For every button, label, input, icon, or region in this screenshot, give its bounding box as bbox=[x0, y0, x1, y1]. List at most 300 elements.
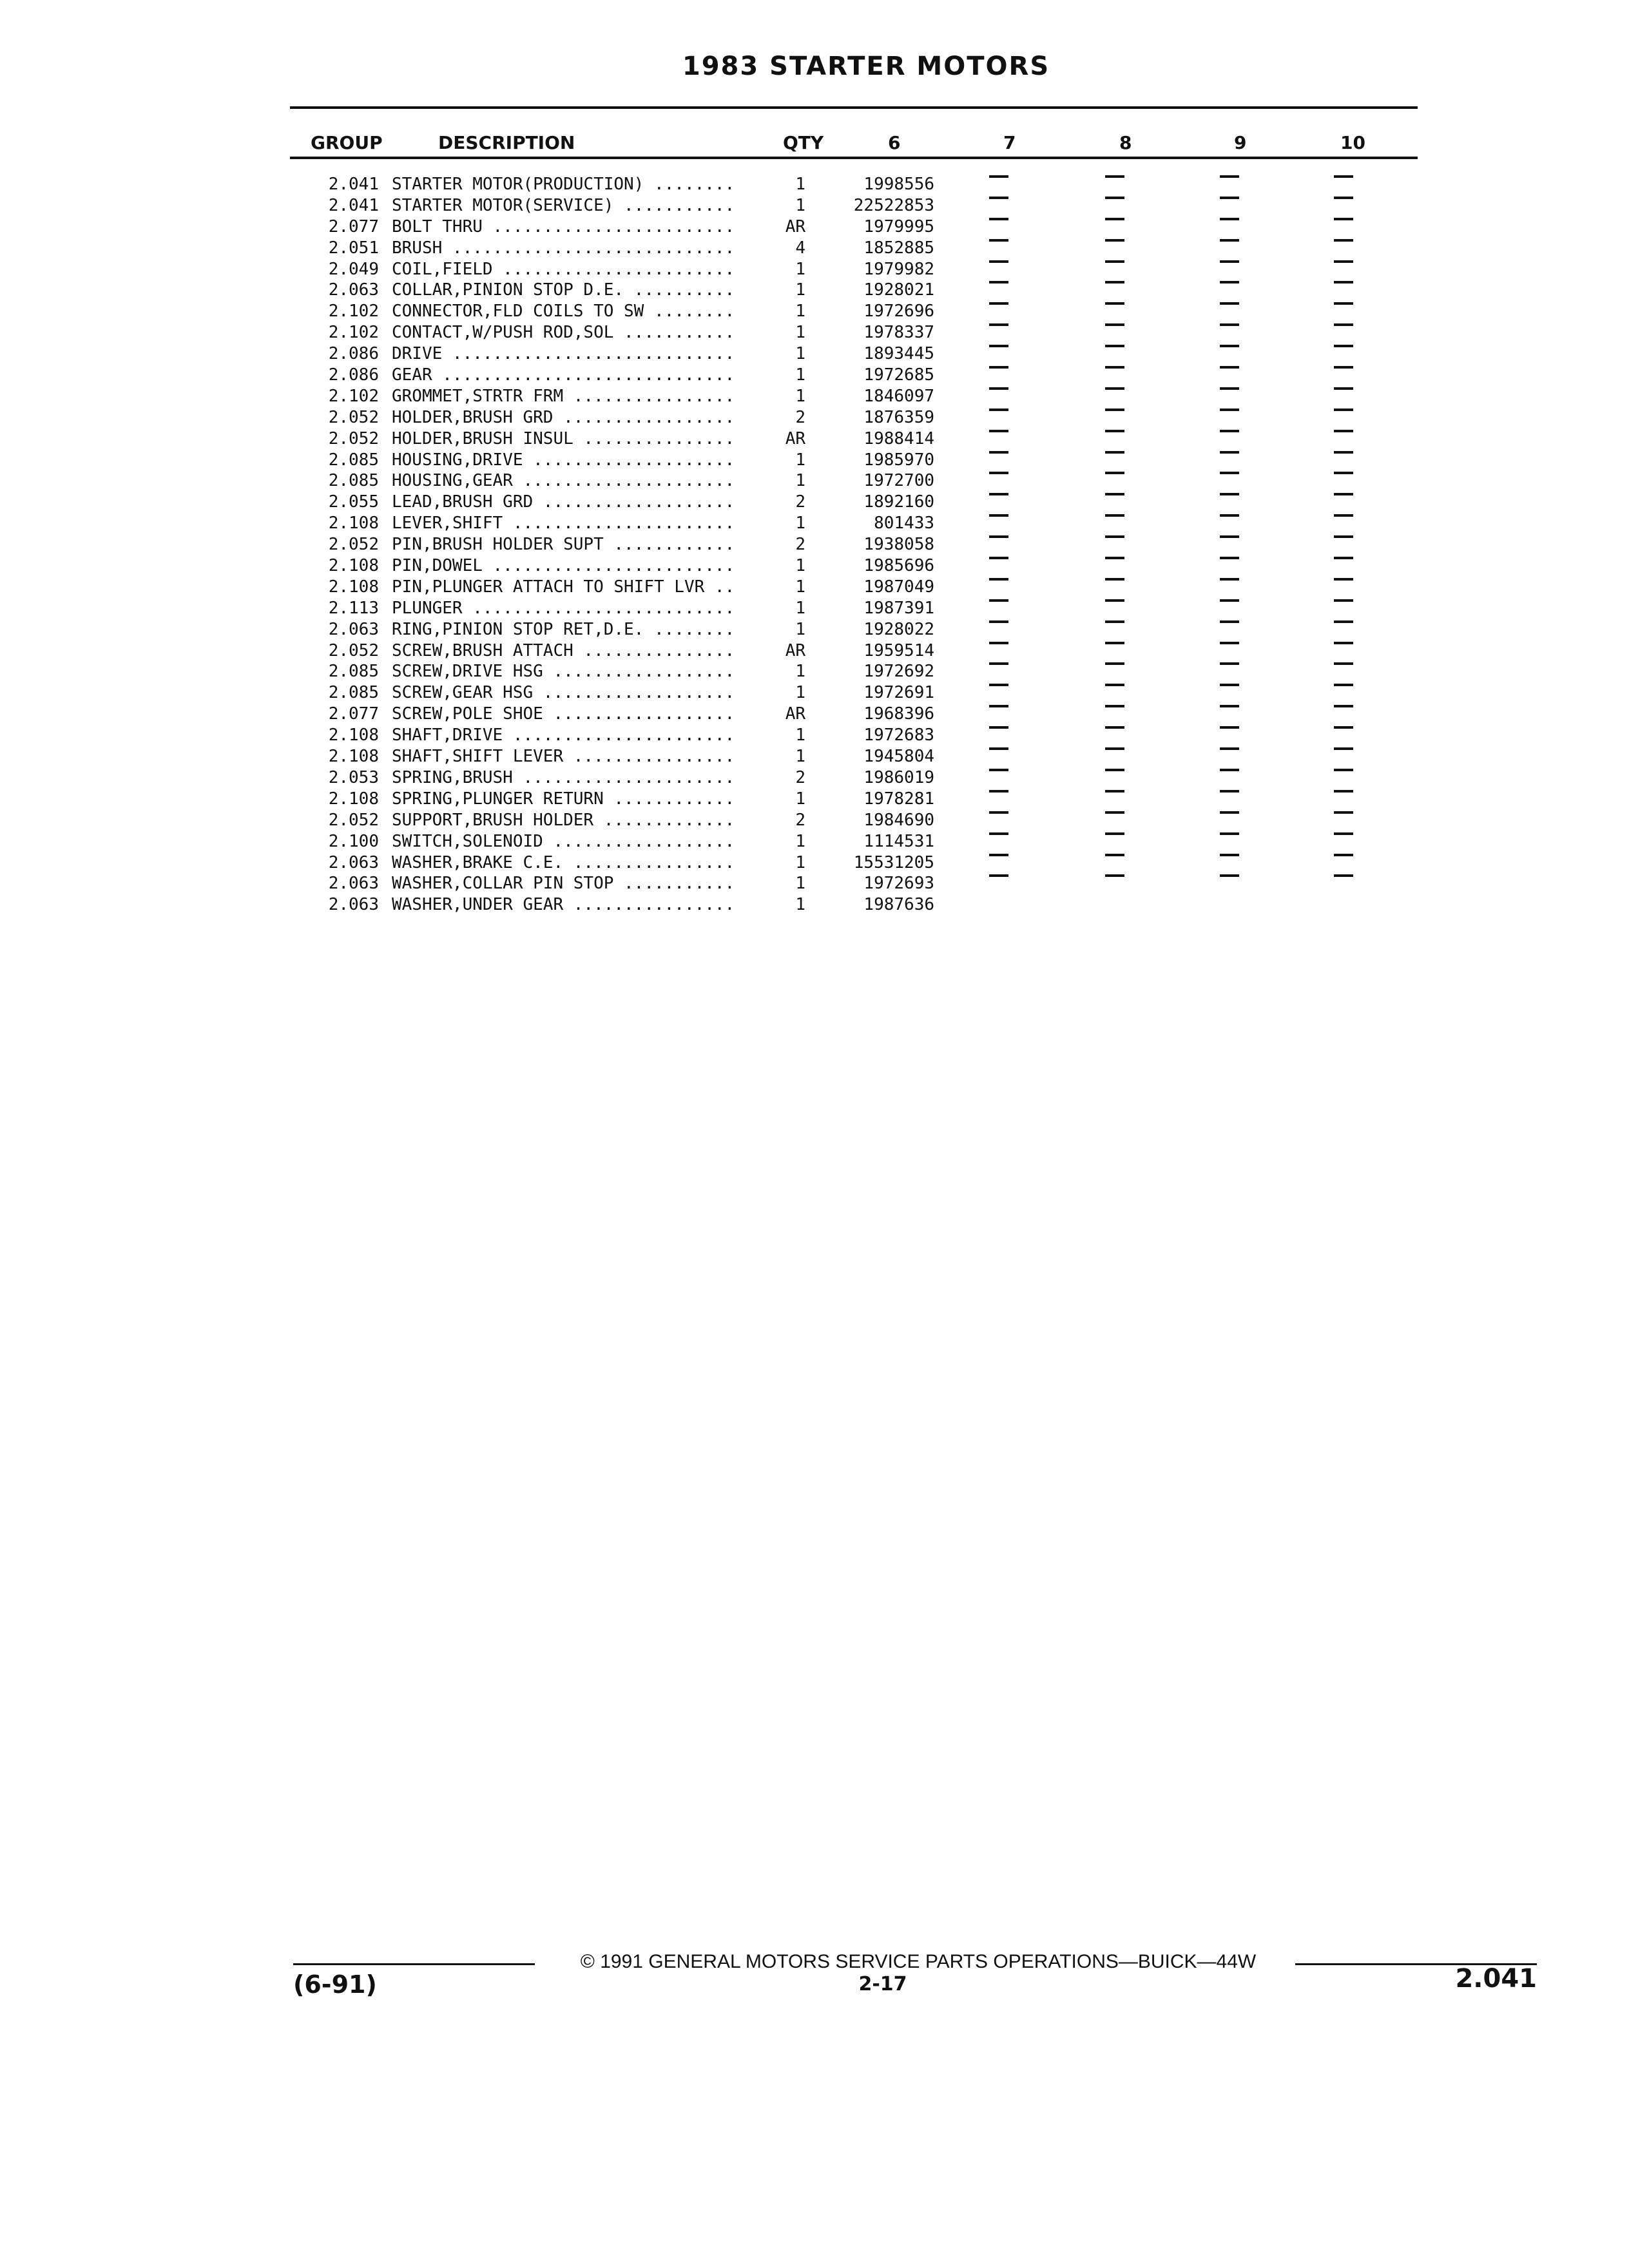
dash-col-7 bbox=[989, 854, 1008, 856]
group-cell: 2.077 bbox=[328, 704, 379, 724]
part-number-cell: 1988414 bbox=[863, 428, 934, 448]
dash-col-8 bbox=[1105, 747, 1124, 750]
description-cell: PIN,BRUSH HOLDER SUPT ............ bbox=[392, 535, 735, 555]
dash-col-8 bbox=[1105, 197, 1124, 199]
part-number-cell: 801433 bbox=[874, 514, 934, 533]
table-row bbox=[0, 704, 1629, 725]
dash-col-7 bbox=[989, 811, 1008, 814]
qty-cell: 1 bbox=[795, 852, 805, 872]
dash-col-7 bbox=[989, 493, 1008, 495]
description-cell: PIN,DOWEL ........................ bbox=[392, 556, 735, 576]
dash-col-10 bbox=[1334, 408, 1353, 411]
dash-col-8 bbox=[1105, 854, 1124, 856]
dash-col-8 bbox=[1105, 218, 1124, 220]
table-row bbox=[0, 386, 1629, 407]
part-number-cell: 15531205 bbox=[853, 852, 934, 872]
group-cell: 2.063 bbox=[328, 852, 379, 872]
dash-col-7 bbox=[989, 218, 1008, 220]
description-cell: PLUNGER .......................... bbox=[392, 598, 735, 618]
dash-col-7 bbox=[989, 366, 1008, 369]
header-col-6: 6 bbox=[888, 132, 901, 153]
table-row bbox=[0, 682, 1629, 704]
part-number-cell: 1979982 bbox=[863, 259, 934, 279]
group-cell: 2.077 bbox=[328, 216, 379, 236]
dash-col-10 bbox=[1334, 620, 1353, 623]
dash-col-10 bbox=[1334, 578, 1353, 581]
description-cell: LEVER,SHIFT ...................... bbox=[392, 514, 735, 533]
qty-cell: 1 bbox=[795, 577, 805, 597]
dash-col-8 bbox=[1105, 642, 1124, 644]
footer-date: (6-91) bbox=[293, 1970, 377, 1999]
qty-cell: AR bbox=[785, 216, 805, 236]
dash-col-8 bbox=[1105, 175, 1124, 178]
header-group: GROUP bbox=[311, 132, 383, 153]
dash-col-10 bbox=[1334, 260, 1353, 263]
description-cell: SCREW,BRUSH ATTACH ............... bbox=[392, 640, 735, 660]
dash-col-9 bbox=[1220, 493, 1239, 495]
dash-col-9 bbox=[1220, 620, 1239, 623]
description-cell: BRUSH ............................ bbox=[392, 238, 735, 258]
footer-page-number: 2-17 bbox=[858, 1973, 907, 1995]
dash-col-9 bbox=[1220, 642, 1239, 644]
dash-col-9 bbox=[1220, 557, 1239, 559]
dash-col-7 bbox=[989, 281, 1008, 284]
dash-col-8 bbox=[1105, 790, 1124, 793]
dash-col-8 bbox=[1105, 430, 1124, 432]
qty-cell: 1 bbox=[795, 280, 805, 300]
qty-cell: 1 bbox=[795, 556, 805, 576]
table-row bbox=[0, 746, 1629, 767]
dash-col-7 bbox=[989, 790, 1008, 793]
part-number-cell: 1968396 bbox=[863, 704, 934, 724]
dash-col-9 bbox=[1220, 408, 1239, 411]
part-number-cell: 1985970 bbox=[863, 450, 934, 470]
page-title: 1983 STARTER MOTORS bbox=[682, 52, 1050, 81]
dash-col-7 bbox=[989, 175, 1008, 178]
dash-col-9 bbox=[1220, 662, 1239, 665]
description-cell: GEAR ............................. bbox=[392, 365, 735, 385]
dash-col-9 bbox=[1220, 430, 1239, 432]
dash-col-9 bbox=[1220, 472, 1239, 474]
table-row bbox=[0, 619, 1629, 640]
header-col-7: 7 bbox=[1003, 132, 1016, 153]
dash-col-9 bbox=[1220, 451, 1239, 454]
qty-cell: 1 bbox=[795, 598, 805, 618]
part-number-cell: 1945804 bbox=[863, 747, 934, 767]
dash-col-10 bbox=[1334, 239, 1353, 242]
table-row bbox=[0, 789, 1629, 810]
dash-col-10 bbox=[1334, 281, 1353, 284]
description-cell: HOLDER,BRUSH INSUL ............... bbox=[392, 428, 735, 448]
dash-col-9 bbox=[1220, 599, 1239, 602]
description-cell: SWITCH,SOLENOID .................. bbox=[392, 831, 735, 851]
group-cell: 2.108 bbox=[328, 577, 379, 597]
dash-col-8 bbox=[1105, 345, 1124, 347]
qty-cell: 1 bbox=[795, 789, 805, 809]
dash-col-8 bbox=[1105, 366, 1124, 369]
table-row bbox=[0, 873, 1629, 894]
description-cell: PIN,PLUNGER ATTACH TO SHIFT LVR .. bbox=[392, 577, 735, 597]
dash-col-8 bbox=[1105, 451, 1124, 454]
dash-col-8 bbox=[1105, 684, 1124, 686]
part-number-cell: 1959514 bbox=[863, 640, 934, 660]
dash-col-9 bbox=[1220, 197, 1239, 199]
dash-col-10 bbox=[1334, 874, 1353, 877]
table-row bbox=[0, 322, 1629, 343]
qty-cell: 2 bbox=[795, 767, 805, 787]
description-cell: SUPPORT,BRUSH HOLDER ............. bbox=[392, 810, 735, 830]
dash-col-8 bbox=[1105, 832, 1124, 835]
dash-col-7 bbox=[989, 197, 1008, 199]
part-number-cell: 1978281 bbox=[863, 789, 934, 809]
dash-col-8 bbox=[1105, 726, 1124, 729]
group-cell: 2.063 bbox=[328, 619, 379, 639]
group-cell: 2.052 bbox=[328, 810, 379, 830]
group-cell: 2.102 bbox=[328, 386, 379, 406]
part-number-cell: 1978337 bbox=[863, 323, 934, 343]
dash-col-10 bbox=[1334, 323, 1353, 326]
dash-col-7 bbox=[989, 557, 1008, 559]
dash-col-9 bbox=[1220, 323, 1239, 326]
part-number-cell: 1987049 bbox=[863, 577, 934, 597]
dash-col-9 bbox=[1220, 705, 1239, 707]
description-cell: CONTACT,W/PUSH ROD,SOL ........... bbox=[392, 323, 735, 343]
footer-section-code: 2.041 bbox=[1455, 1964, 1537, 1994]
group-cell: 2.049 bbox=[328, 259, 379, 279]
group-cell: 2.086 bbox=[328, 365, 379, 385]
dash-col-7 bbox=[989, 387, 1008, 390]
dash-col-8 bbox=[1105, 535, 1124, 538]
qty-cell: 1 bbox=[795, 344, 805, 364]
description-cell: CONNECTOR,FLD COILS TO SW ........ bbox=[392, 302, 735, 322]
qty-cell: AR bbox=[785, 640, 805, 660]
group-cell: 2.108 bbox=[328, 789, 379, 809]
group-cell: 2.052 bbox=[328, 428, 379, 448]
qty-cell: 1 bbox=[795, 302, 805, 322]
header-col-8: 8 bbox=[1119, 132, 1132, 153]
dash-col-7 bbox=[989, 726, 1008, 729]
dash-col-10 bbox=[1334, 854, 1353, 856]
header-col-9: 9 bbox=[1234, 132, 1247, 153]
description-cell: STARTER MOTOR(SERVICE) ........... bbox=[392, 195, 735, 215]
dash-col-7 bbox=[989, 599, 1008, 602]
description-cell: COIL,FIELD ....................... bbox=[392, 259, 735, 279]
qty-cell: 2 bbox=[795, 535, 805, 555]
qty-cell: 2 bbox=[795, 407, 805, 427]
table-row bbox=[0, 407, 1629, 428]
dash-col-10 bbox=[1334, 790, 1353, 793]
group-cell: 2.085 bbox=[328, 662, 379, 682]
part-number-cell: 1928022 bbox=[863, 619, 934, 639]
dash-col-9 bbox=[1220, 302, 1239, 305]
dash-col-9 bbox=[1220, 387, 1239, 390]
dash-col-9 bbox=[1220, 747, 1239, 750]
header-col-10: 10 bbox=[1340, 132, 1365, 153]
dash-col-7 bbox=[989, 684, 1008, 686]
dash-col-7 bbox=[989, 302, 1008, 305]
dash-col-7 bbox=[989, 472, 1008, 474]
dash-col-7 bbox=[989, 430, 1008, 432]
table-row bbox=[0, 174, 1629, 195]
part-number-cell: 1928021 bbox=[863, 280, 934, 300]
description-cell: SHAFT,DRIVE ...................... bbox=[392, 726, 735, 745]
qty-cell: AR bbox=[785, 704, 805, 724]
dash-col-9 bbox=[1220, 514, 1239, 517]
part-number-cell: 1972700 bbox=[863, 471, 934, 491]
dash-col-9 bbox=[1220, 366, 1239, 369]
dash-col-10 bbox=[1334, 747, 1353, 750]
part-number-cell: 1846097 bbox=[863, 386, 934, 406]
dash-col-7 bbox=[989, 705, 1008, 707]
dash-col-9 bbox=[1220, 578, 1239, 581]
description-cell: SCREW,GEAR HSG ................... bbox=[392, 683, 735, 703]
group-cell: 2.063 bbox=[328, 280, 379, 300]
group-cell: 2.102 bbox=[328, 323, 379, 343]
dash-col-8 bbox=[1105, 493, 1124, 495]
dash-col-8 bbox=[1105, 811, 1124, 814]
part-number-cell: 22522853 bbox=[853, 195, 934, 215]
dash-col-8 bbox=[1105, 387, 1124, 390]
dash-col-7 bbox=[989, 642, 1008, 644]
description-cell: SCREW,POLE SHOE .................. bbox=[392, 704, 735, 724]
dash-col-9 bbox=[1220, 854, 1239, 856]
group-cell: 2.053 bbox=[328, 767, 379, 787]
part-number-cell: 1972691 bbox=[863, 683, 934, 703]
dash-col-9 bbox=[1220, 832, 1239, 835]
qty-cell: 1 bbox=[795, 259, 805, 279]
table-row bbox=[0, 450, 1629, 471]
parts-table bbox=[0, 174, 1629, 916]
qty-cell: 1 bbox=[795, 471, 805, 491]
dash-col-8 bbox=[1105, 281, 1124, 284]
dash-col-8 bbox=[1105, 260, 1124, 263]
table-row bbox=[0, 301, 1629, 322]
dash-col-8 bbox=[1105, 769, 1124, 771]
dash-col-9 bbox=[1220, 175, 1239, 178]
dash-col-9 bbox=[1220, 239, 1239, 242]
dash-col-9 bbox=[1220, 684, 1239, 686]
group-cell: 2.086 bbox=[328, 344, 379, 364]
group-cell: 2.051 bbox=[328, 238, 379, 258]
table-row bbox=[0, 725, 1629, 746]
group-cell: 2.052 bbox=[328, 407, 379, 427]
group-cell: 2.052 bbox=[328, 535, 379, 555]
qty-cell: 1 bbox=[795, 450, 805, 470]
description-cell: WASHER,COLLAR PIN STOP ........... bbox=[392, 874, 735, 894]
dash-col-7 bbox=[989, 620, 1008, 623]
dash-col-10 bbox=[1334, 451, 1353, 454]
qty-cell: 1 bbox=[795, 726, 805, 745]
group-cell: 2.113 bbox=[328, 598, 379, 618]
qty-cell: 1 bbox=[795, 874, 805, 894]
dash-col-10 bbox=[1334, 387, 1353, 390]
dash-col-10 bbox=[1334, 811, 1353, 814]
part-number-cell: 1986019 bbox=[863, 767, 934, 787]
table-row bbox=[0, 216, 1629, 238]
table-row bbox=[0, 238, 1629, 259]
part-number-cell: 1972683 bbox=[863, 726, 934, 745]
table-row bbox=[0, 492, 1629, 513]
dash-col-8 bbox=[1105, 578, 1124, 581]
dash-col-7 bbox=[989, 323, 1008, 326]
dash-col-10 bbox=[1334, 684, 1353, 686]
dash-col-8 bbox=[1105, 599, 1124, 602]
dash-col-10 bbox=[1334, 642, 1353, 644]
table-row bbox=[0, 831, 1629, 852]
group-cell: 2.041 bbox=[328, 195, 379, 215]
qty-cell: 1 bbox=[795, 747, 805, 767]
dash-col-10 bbox=[1334, 430, 1353, 432]
footer-copyright: © 1991 GENERAL MOTORS SERVICE PARTS OPERATIONS—BUICK—44W bbox=[580, 1951, 1257, 1972]
table-row bbox=[0, 640, 1629, 662]
dash-col-10 bbox=[1334, 535, 1353, 538]
dash-col-7 bbox=[989, 662, 1008, 665]
part-number-cell: 1972693 bbox=[863, 874, 934, 894]
dash-col-8 bbox=[1105, 472, 1124, 474]
dash-col-7 bbox=[989, 578, 1008, 581]
part-number-cell: 1987636 bbox=[863, 895, 934, 915]
dash-col-10 bbox=[1334, 345, 1353, 347]
dash-col-7 bbox=[989, 874, 1008, 877]
description-cell: WASHER,UNDER GEAR ................ bbox=[392, 895, 735, 915]
dash-col-10 bbox=[1334, 769, 1353, 771]
table-row bbox=[0, 470, 1629, 492]
table-row bbox=[0, 661, 1629, 682]
part-number-cell: 1998556 bbox=[863, 175, 934, 194]
header-bottom-rule bbox=[290, 157, 1418, 159]
dash-col-7 bbox=[989, 514, 1008, 517]
part-number-cell: 1985696 bbox=[863, 556, 934, 576]
group-cell: 2.108 bbox=[328, 556, 379, 576]
part-number-cell: 1852885 bbox=[863, 238, 934, 258]
group-cell: 2.063 bbox=[328, 874, 379, 894]
dash-col-10 bbox=[1334, 302, 1353, 305]
group-cell: 2.108 bbox=[328, 514, 379, 533]
dash-col-9 bbox=[1220, 726, 1239, 729]
qty-cell: 1 bbox=[795, 195, 805, 215]
description-cell: STARTER MOTOR(PRODUCTION) ........ bbox=[392, 175, 735, 194]
qty-cell: 1 bbox=[795, 619, 805, 639]
description-cell: LEAD,BRUSH GRD ................... bbox=[392, 492, 735, 512]
dash-col-8 bbox=[1105, 408, 1124, 411]
dash-col-7 bbox=[989, 832, 1008, 835]
dash-col-8 bbox=[1105, 514, 1124, 517]
part-number-cell: 1938058 bbox=[863, 535, 934, 555]
dash-col-9 bbox=[1220, 281, 1239, 284]
qty-cell: 1 bbox=[795, 662, 805, 682]
group-cell: 2.108 bbox=[328, 747, 379, 767]
description-cell: SHAFT,SHIFT LEVER ................ bbox=[392, 747, 735, 767]
group-cell: 2.085 bbox=[328, 450, 379, 470]
dash-col-8 bbox=[1105, 620, 1124, 623]
table-row bbox=[0, 894, 1629, 916]
group-cell: 2.108 bbox=[328, 726, 379, 745]
qty-cell: 4 bbox=[795, 238, 805, 258]
part-number-cell: 1892160 bbox=[863, 492, 934, 512]
part-number-cell: 1979995 bbox=[863, 216, 934, 236]
group-cell: 2.063 bbox=[328, 895, 379, 915]
dash-col-10 bbox=[1334, 175, 1353, 178]
group-cell: 2.041 bbox=[328, 175, 379, 194]
dash-col-7 bbox=[989, 769, 1008, 771]
dash-col-7 bbox=[989, 239, 1008, 242]
table-row bbox=[0, 343, 1629, 365]
qty-cell: 1 bbox=[795, 175, 805, 194]
qty-cell: 1 bbox=[795, 323, 805, 343]
table-row bbox=[0, 577, 1629, 598]
qty-cell: 1 bbox=[795, 365, 805, 385]
qty-cell: 1 bbox=[795, 386, 805, 406]
description-cell: RING,PINION STOP RET,D.E. ........ bbox=[392, 619, 735, 639]
dash-col-10 bbox=[1334, 493, 1353, 495]
dash-col-10 bbox=[1334, 832, 1353, 835]
part-number-cell: 1972685 bbox=[863, 365, 934, 385]
group-cell: 2.085 bbox=[328, 683, 379, 703]
dash-col-7 bbox=[989, 535, 1008, 538]
dash-col-9 bbox=[1220, 345, 1239, 347]
dash-col-8 bbox=[1105, 557, 1124, 559]
group-cell: 2.100 bbox=[328, 831, 379, 851]
dash-col-8 bbox=[1105, 239, 1124, 242]
dash-col-7 bbox=[989, 451, 1008, 454]
dash-col-10 bbox=[1334, 599, 1353, 602]
qty-cell: 1 bbox=[795, 831, 805, 851]
dash-col-9 bbox=[1220, 260, 1239, 263]
qty-cell: 1 bbox=[795, 514, 805, 533]
dash-col-10 bbox=[1334, 726, 1353, 729]
dash-col-10 bbox=[1334, 366, 1353, 369]
description-cell: HOLDER,BRUSH GRD ................. bbox=[392, 407, 735, 427]
table-row bbox=[0, 365, 1629, 386]
header-top-rule bbox=[290, 106, 1418, 109]
table-row bbox=[0, 555, 1629, 577]
table-row bbox=[0, 195, 1629, 216]
table-row bbox=[0, 280, 1629, 301]
dash-col-9 bbox=[1220, 535, 1239, 538]
dash-col-10 bbox=[1334, 514, 1353, 517]
table-row bbox=[0, 513, 1629, 534]
qty-cell: 1 bbox=[795, 895, 805, 915]
group-cell: 2.052 bbox=[328, 640, 379, 660]
dash-col-7 bbox=[989, 408, 1008, 411]
qty-cell: AR bbox=[785, 428, 805, 448]
header-qty: QTY bbox=[783, 132, 824, 153]
dash-col-10 bbox=[1334, 218, 1353, 220]
dash-col-8 bbox=[1105, 302, 1124, 305]
dash-col-10 bbox=[1334, 557, 1353, 559]
group-cell: 2.055 bbox=[328, 492, 379, 512]
dash-col-7 bbox=[989, 345, 1008, 347]
dash-col-8 bbox=[1105, 705, 1124, 707]
dash-col-9 bbox=[1220, 790, 1239, 793]
qty-cell: 1 bbox=[795, 683, 805, 703]
dash-col-7 bbox=[989, 260, 1008, 263]
group-cell: 2.085 bbox=[328, 471, 379, 491]
group-cell: 2.102 bbox=[328, 302, 379, 322]
dash-col-9 bbox=[1220, 769, 1239, 771]
description-cell: HOUSING,DRIVE .................... bbox=[392, 450, 735, 470]
dash-col-7 bbox=[989, 747, 1008, 750]
description-cell: SPRING,PLUNGER RETURN ............ bbox=[392, 789, 735, 809]
table-row bbox=[0, 810, 1629, 831]
dash-col-8 bbox=[1105, 662, 1124, 665]
part-number-cell: 1984690 bbox=[863, 810, 934, 830]
part-number-cell: 1972692 bbox=[863, 662, 934, 682]
part-number-cell: 1987391 bbox=[863, 598, 934, 618]
description-cell: BOLT THRU ........................ bbox=[392, 216, 735, 236]
footer-rule-left bbox=[293, 1963, 535, 1965]
description-cell: SCREW,DRIVE HSG .................. bbox=[392, 662, 735, 682]
